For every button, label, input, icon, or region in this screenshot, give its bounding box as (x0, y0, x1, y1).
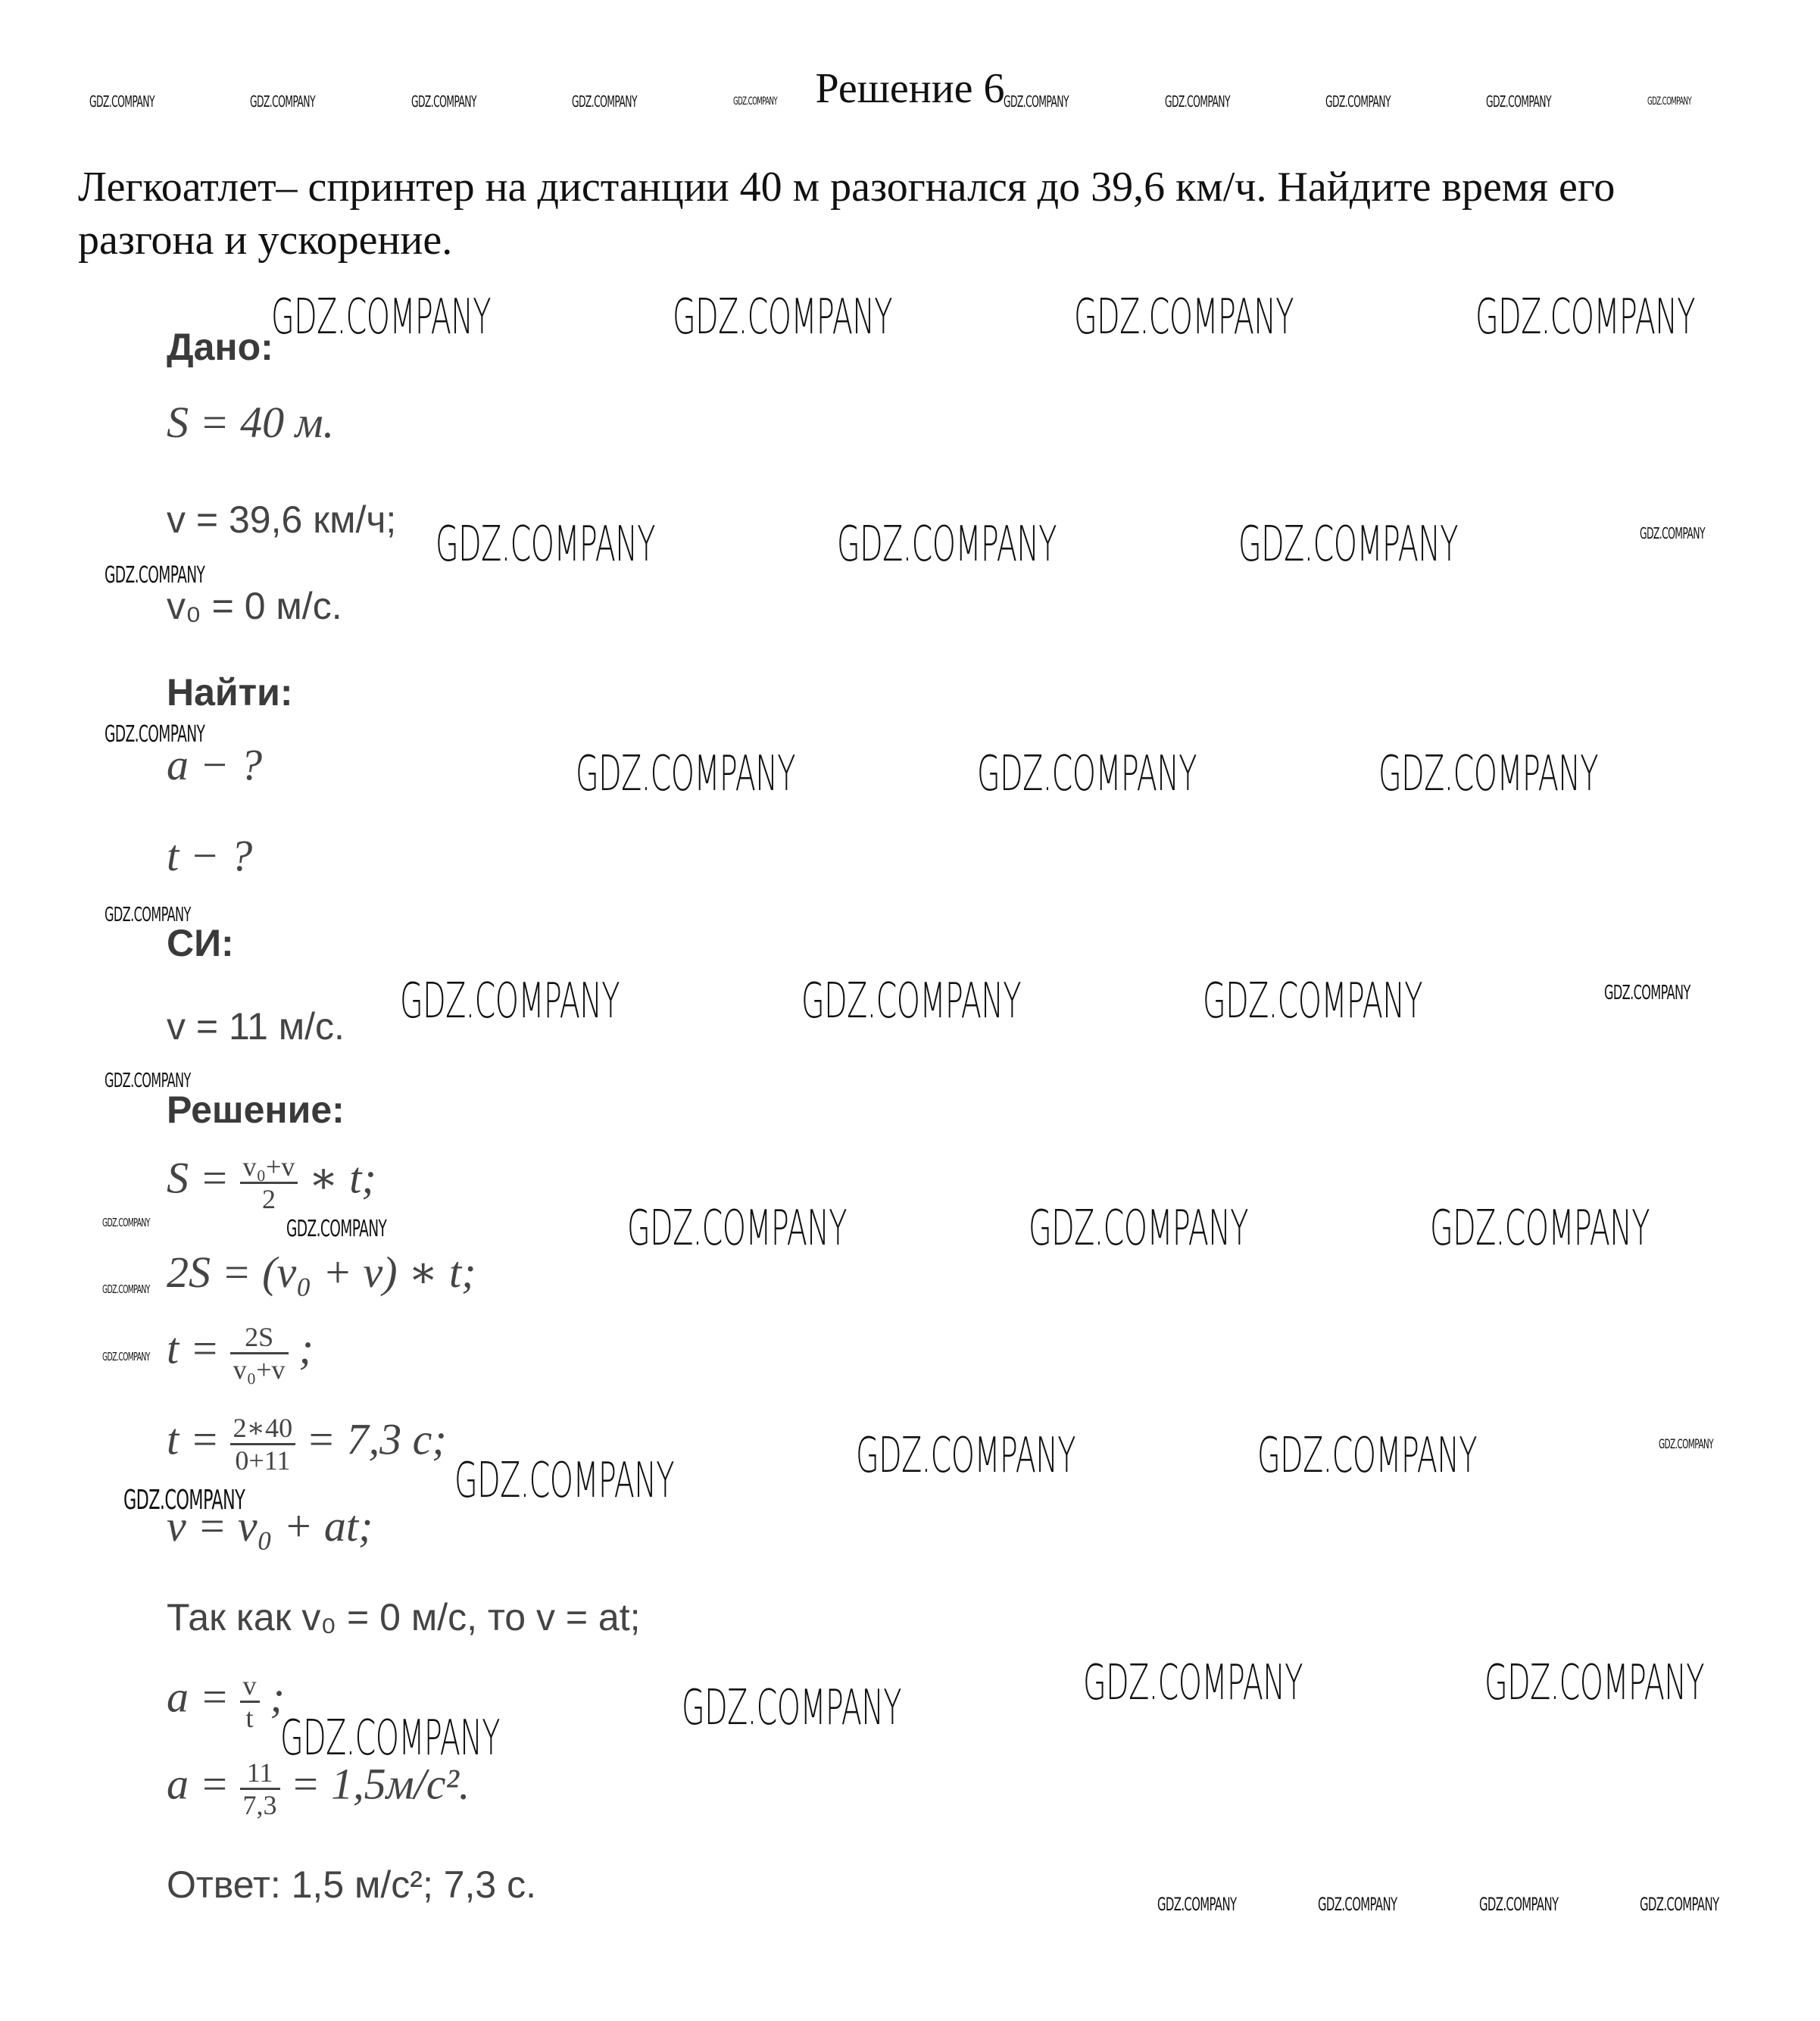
eq4-numerator: 2∗40 (230, 1413, 295, 1445)
eq8-denominator: 7,3 (242, 1790, 277, 1820)
watermark: GDZ.COMPANY (89, 92, 155, 111)
eq8-fraction (240, 1757, 280, 1820)
eq1-denominator: 2 (261, 1184, 276, 1214)
watermark: GDZ.COMPANY (280, 1710, 500, 1766)
watermark: GDZ.COMPANY (1325, 92, 1391, 111)
watermark: GDZ.COMPANY (411, 92, 476, 111)
watermark: GDZ.COMPANY (1486, 92, 1551, 111)
find-acceleration (167, 742, 262, 789)
watermark: GDZ.COMPANY (1004, 92, 1069, 111)
find-acceleration-text: a − ? (167, 740, 263, 789)
watermark: GDZ.COMPANY (105, 1070, 191, 1092)
watermark: GDZ.COMPANY (1029, 1201, 1248, 1257)
answer-text: Ответ: 1,5 м/с²; 7,3 с. (167, 1863, 537, 1906)
watermark: GDZ.COMPANY (1378, 746, 1598, 802)
watermark: GDZ.COMPANY (1604, 982, 1690, 1004)
equation-time-formula (167, 1322, 314, 1385)
find-time (167, 833, 252, 880)
watermark: GDZ.COMPANY (801, 973, 1021, 1029)
find-heading: Найти: (167, 671, 293, 714)
page-title: Решение 6 (815, 65, 1005, 112)
eq8-left: a = (167, 1759, 229, 1809)
eq3-left: t = (167, 1323, 220, 1373)
watermark: GDZ.COMPANY (837, 517, 1057, 573)
watermark: GDZ.COMPANY (572, 92, 637, 111)
watermark: GDZ.COMPANY (627, 1201, 847, 1257)
eq3-fraction (230, 1322, 289, 1385)
eq7-denominator: t (245, 1703, 254, 1733)
si-velocity (167, 1004, 345, 1049)
eq7-fraction (240, 1670, 260, 1733)
given-distance-text: S = 40 м. (167, 398, 335, 447)
eq6-text: Так как v₀ = 0 м/с, то v = at; (167, 1596, 641, 1638)
watermark: GDZ.COMPANY (1257, 1428, 1477, 1484)
watermark: GDZ.COMPANY (435, 517, 655, 573)
watermark: GDZ.COMPANY (123, 1485, 245, 1516)
eq4-denominator: 0+11 (235, 1445, 291, 1476)
eq4-fraction (230, 1413, 295, 1476)
given-initial-velocity (167, 583, 342, 629)
eq3-numerator: 2S (230, 1322, 289, 1354)
watermark: GDZ.COMPANY (271, 289, 491, 345)
watermark: GDZ.COMPANY (102, 1216, 150, 1229)
si-heading: СИ: (167, 922, 234, 964)
equation-double-distance (167, 1250, 476, 1297)
given-initial-velocity-text: v₀ = 0 м/с. (167, 585, 342, 627)
watermark: GDZ.COMPANY (102, 1282, 150, 1296)
watermark: GDZ.COMPANY (1165, 92, 1230, 111)
watermark: GDZ.COMPANY (1659, 1437, 1714, 1452)
watermark: GDZ.COMPANY (856, 1428, 1075, 1484)
equation-distance (167, 1151, 376, 1214)
solution-heading: Решение: (167, 1089, 345, 1131)
watermark: GDZ.COMPANY (977, 746, 1197, 802)
watermark: GDZ.COMPANY (105, 562, 205, 589)
eq2-text: 2S = (v₀ + v) ∗ t; (167, 1248, 476, 1297)
watermark: GDZ.COMPANY (1484, 1655, 1704, 1711)
eq3-right: ; (298, 1323, 314, 1373)
eq1-right: ∗ t; (308, 1153, 376, 1203)
watermark: GDZ.COMPANY (102, 1350, 150, 1363)
eq7-numerator: v (240, 1670, 260, 1703)
equation-acceleration-value (167, 1757, 470, 1820)
watermark: GDZ.COMPANY (1074, 289, 1294, 345)
watermark: GDZ.COMPANY (286, 1216, 387, 1242)
watermark: GDZ.COMPANY (1238, 517, 1458, 573)
given-velocity-text: v = 39,6 км/ч; (167, 498, 397, 541)
watermark: GDZ.COMPANY (1430, 1201, 1650, 1257)
eq8-right: = 1,5м/с². (290, 1759, 470, 1809)
watermark: GDZ.COMPANY (733, 95, 778, 108)
watermark: GDZ.COMPANY (576, 746, 795, 802)
given-heading: Дано: (167, 326, 273, 368)
si-velocity-text: v = 11 м/с. (167, 1005, 345, 1048)
equation-time-value (167, 1413, 447, 1476)
watermark: GDZ.COMPANY (1203, 973, 1422, 1029)
watermark: GDZ.COMPANY (1479, 1894, 1559, 1915)
given-distance (167, 400, 334, 447)
equation-note (167, 1595, 641, 1640)
eq1-left: S = (167, 1153, 229, 1203)
watermark: GDZ.COMPANY (1640, 524, 1705, 542)
watermark: GDZ.COMPANY (400, 973, 620, 1029)
problem-statement: Легкоатлет– спринтер на дистанции 40 м разогнался до 39,6 км/ч. Найдите время его разгона и ускорение. (78, 164, 1616, 264)
watermark: GDZ.COMPANY (1318, 1894, 1397, 1915)
eq8-numerator: 11 (240, 1757, 280, 1790)
answer (167, 1862, 536, 1907)
eq3-denominator: v₀+v (233, 1354, 286, 1385)
eq1-numerator: v₀+v (240, 1151, 298, 1184)
eq7-left: a = (167, 1672, 229, 1722)
eq4-left: t = (167, 1414, 220, 1464)
watermark: GDZ.COMPANY (1647, 95, 1692, 108)
equation-acceleration-formula (167, 1670, 285, 1733)
eq1-fraction (240, 1151, 298, 1214)
watermark: GDZ.COMPANY (673, 289, 892, 345)
eq7-right: ; (270, 1672, 285, 1722)
find-time-text: t − ? (167, 831, 253, 880)
eq5-text: v = v₀ + at; (167, 1501, 373, 1551)
watermark: GDZ.COMPANY (454, 1453, 674, 1509)
watermark: GDZ.COMPANY (1083, 1655, 1303, 1711)
eq4-right: = 7,3 с; (306, 1414, 447, 1464)
watermark: GDZ.COMPANY (1475, 289, 1695, 345)
watermark: GDZ.COMPANY (250, 92, 315, 111)
watermark: GDZ.COMPANY (1640, 1894, 1719, 1915)
given-velocity (167, 497, 396, 542)
watermark: GDZ.COMPANY (1157, 1894, 1237, 1915)
watermark: GDZ.COMPANY (105, 721, 205, 748)
watermark: GDZ.COMPANY (682, 1680, 901, 1736)
watermark: GDZ.COMPANY (105, 904, 191, 926)
